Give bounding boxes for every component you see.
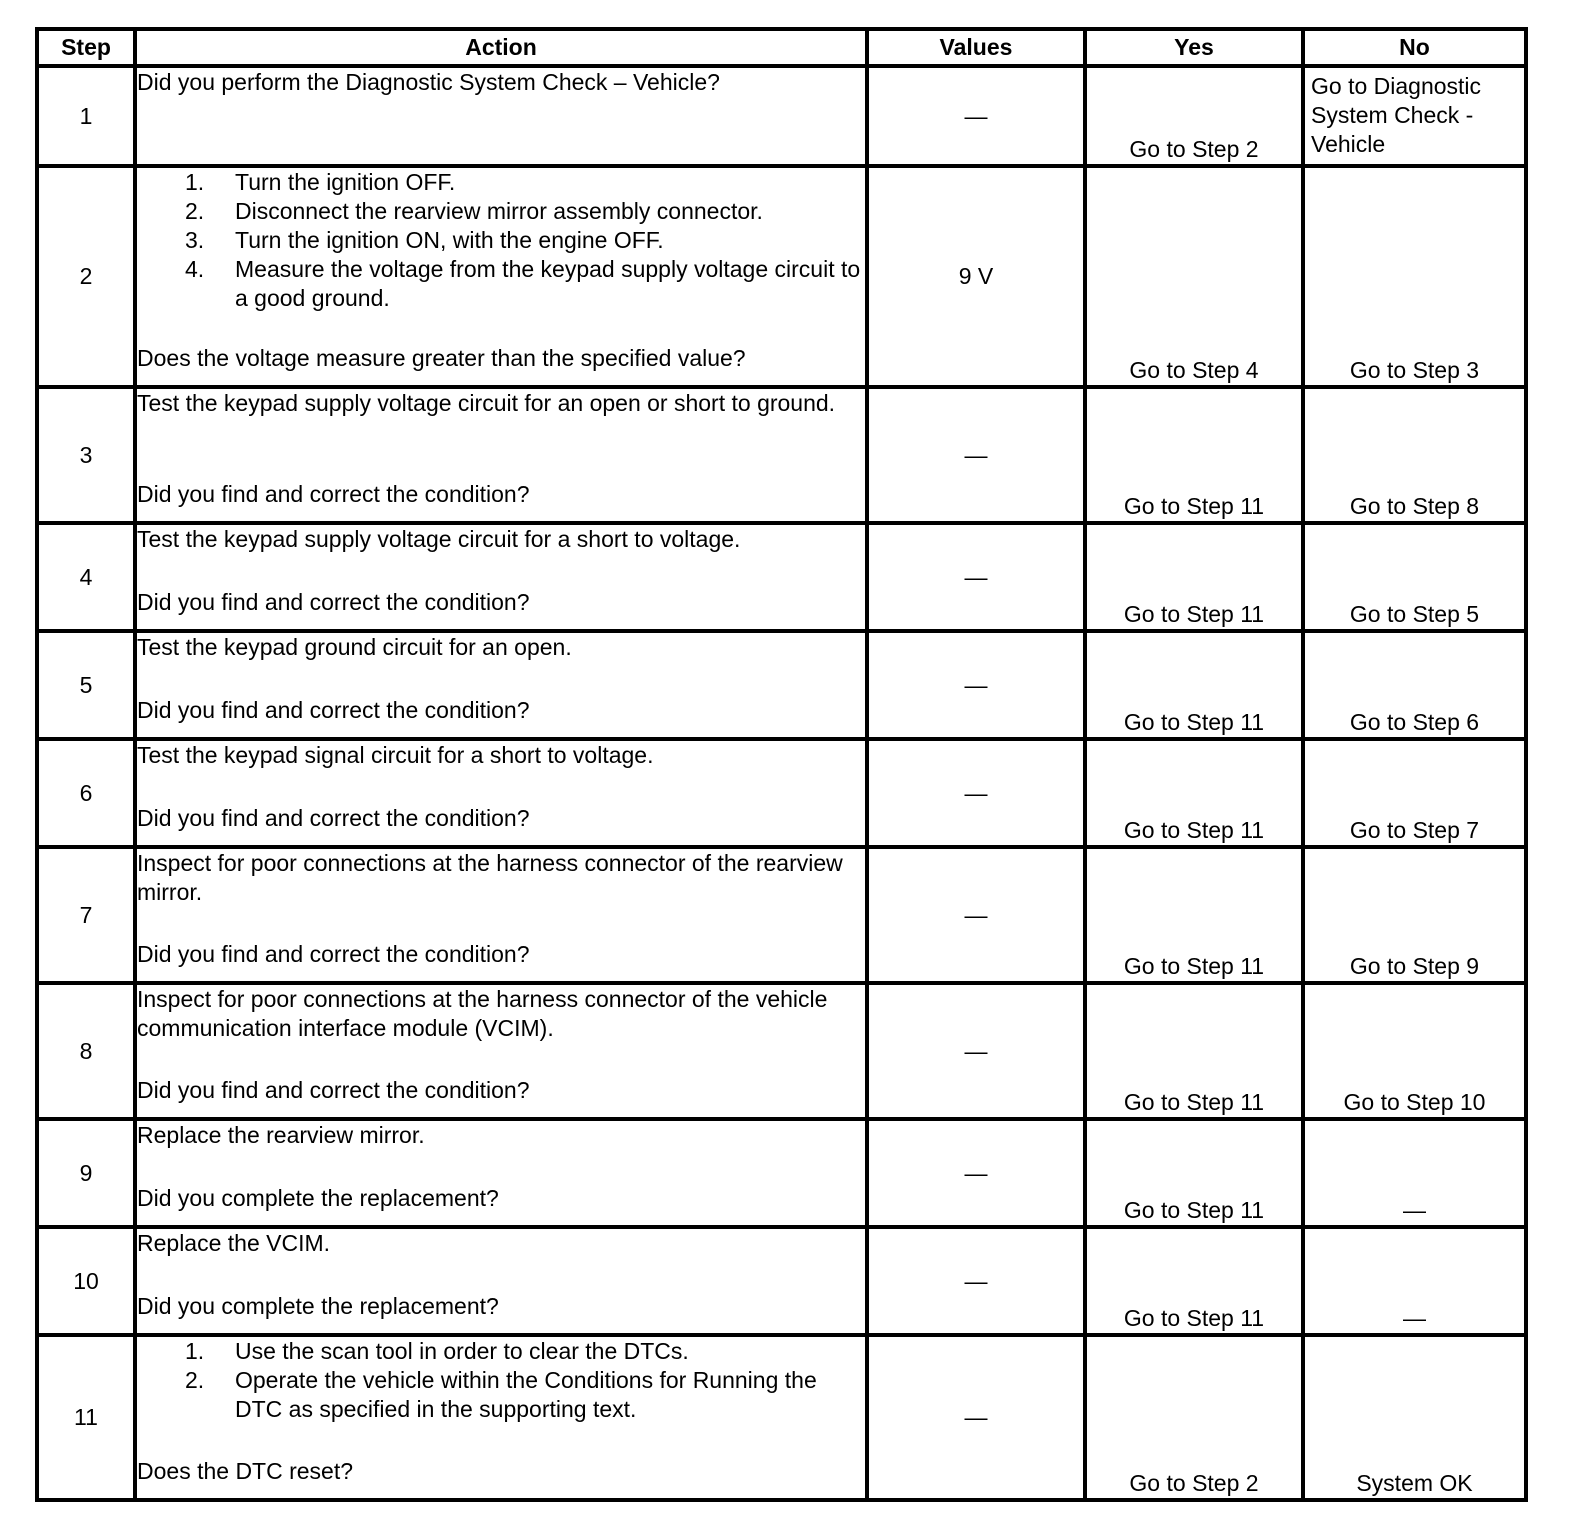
table-row <box>37 166 1526 387</box>
value-cell: 9 V <box>867 166 1085 387</box>
value-cell: — <box>867 387 1085 523</box>
step-number: 5 <box>37 631 135 739</box>
yes-cell: Go to Step 2 <box>1085 66 1303 166</box>
table-row <box>37 523 1526 631</box>
no-cell: Go to Step 8 <box>1303 387 1526 523</box>
action-cell <box>135 983 867 1119</box>
no-cell: Go to Step 3 <box>1303 166 1526 387</box>
action-question: Did you find and correct the condition? <box>137 941 530 967</box>
action-cell <box>135 523 867 631</box>
step-number: 3 <box>37 387 135 523</box>
action-question: Did you find and correct the condition? <box>137 805 530 831</box>
instruction-list <box>137 168 865 313</box>
step-number: 1 <box>37 66 135 166</box>
list-item: 1. Turn the ignition OFF. <box>185 169 456 195</box>
table-row <box>37 66 1526 166</box>
value-cell: — <box>867 983 1085 1119</box>
table-row <box>37 983 1526 1119</box>
diagnostic-table <box>35 27 1528 1502</box>
action-text: Test the keypad supply voltage circuit for a short to voltage. <box>137 526 741 552</box>
step-number: 6 <box>37 739 135 847</box>
action-question: Did you find and correct the condition? <box>137 1077 530 1103</box>
value-cell: — <box>867 1335 1085 1500</box>
no-cell: Go to Diagnostic System Check - Vehicle <box>1303 66 1526 166</box>
yes-cell: Go to Step 11 <box>1085 983 1303 1119</box>
list-item: 1. Use the scan tool in order to clear the DTCs. <box>185 1338 689 1364</box>
value-cell: — <box>867 66 1085 166</box>
step-number: 9 <box>37 1119 135 1227</box>
list-item: 4. Measure the voltage from the keypad supply voltage circuit to a good ground. <box>185 256 861 311</box>
table-row <box>37 1119 1526 1227</box>
no-cell: Go to Step 5 <box>1303 523 1526 631</box>
yes-cell: Go to Step 11 <box>1085 1119 1303 1227</box>
table-row <box>37 1335 1526 1500</box>
yes-cell: Go to Step 2 <box>1085 1335 1303 1500</box>
no-cell: Go to Step 6 <box>1303 631 1526 739</box>
step-number: 10 <box>37 1227 135 1335</box>
action-question: Does the voltage measure greater than the specified value? <box>137 345 746 371</box>
action-text: Test the keypad supply voltage circuit for an open or short to ground. <box>137 390 836 416</box>
yes-cell: Go to Step 11 <box>1085 739 1303 847</box>
no-cell: — <box>1303 1227 1526 1335</box>
header-action: Action <box>135 29 867 66</box>
instruction-list <box>137 1337 865 1424</box>
action-question: Did you complete the replacement? <box>137 1293 499 1319</box>
header-yes: Yes <box>1085 29 1303 66</box>
yes-cell: Go to Step 11 <box>1085 523 1303 631</box>
step-number: 8 <box>37 983 135 1119</box>
action-cell <box>135 739 867 847</box>
header-no: No <box>1303 29 1526 66</box>
action-cell <box>135 66 867 166</box>
action-cell <box>135 1227 867 1335</box>
value-cell: — <box>867 739 1085 847</box>
action-text: Replace the VCIM. <box>137 1230 331 1256</box>
action-question: Did you find and correct the condition? <box>137 481 530 507</box>
no-cell: Go to Step 9 <box>1303 847 1526 983</box>
header-row <box>37 29 1526 66</box>
no-cell: System OK <box>1303 1335 1526 1500</box>
value-cell: — <box>867 1119 1085 1227</box>
step-number: 7 <box>37 847 135 983</box>
step-number: 4 <box>37 523 135 631</box>
step-number: 2 <box>37 166 135 387</box>
action-text: Test the keypad ground circuit for an open. <box>137 634 572 660</box>
value-cell: — <box>867 1227 1085 1335</box>
action-question: Did you find and correct the condition? <box>137 697 530 723</box>
no-cell: Go to Step 10 <box>1303 983 1526 1119</box>
step-number: 11 <box>37 1335 135 1500</box>
value-cell: — <box>867 523 1085 631</box>
no-cell: Go to Step 7 <box>1303 739 1526 847</box>
action-question: Did you find and correct the condition? <box>137 589 530 615</box>
table-row <box>37 739 1526 847</box>
yes-cell: Go to Step 11 <box>1085 387 1303 523</box>
action-question: Did you complete the replacement? <box>137 1185 499 1211</box>
action-question: Does the DTC reset? <box>137 1458 354 1484</box>
yes-cell: Go to Step 11 <box>1085 1227 1303 1335</box>
no-cell: — <box>1303 1119 1526 1227</box>
action-cell <box>135 166 867 387</box>
action-cell <box>135 1335 867 1500</box>
table-row <box>37 847 1526 983</box>
list-item: 2. Disconnect the rearview mirror assembly connector. <box>185 198 763 224</box>
header-values: Values <box>867 29 1085 66</box>
action-text: Inspect for poor connections at the harness connector of the vehicle communication interface module (VCIM). <box>137 986 828 1041</box>
action-text: Did you perform the Diagnostic System Check – Vehicle? <box>137 69 720 95</box>
value-cell: — <box>867 631 1085 739</box>
table-row <box>37 631 1526 739</box>
table-row <box>37 1227 1526 1335</box>
value-cell: — <box>867 847 1085 983</box>
action-text: Inspect for poor connections at the harness connector of the rearview mirror. <box>137 850 843 905</box>
action-text: Replace the rearview mirror. <box>137 1122 425 1148</box>
action-cell <box>135 1119 867 1227</box>
action-cell <box>135 847 867 983</box>
list-item: 2. Operate the vehicle within the Conditions for Running the DTC as specified in the supporting text. <box>185 1367 817 1422</box>
action-cell <box>135 387 867 523</box>
action-cell <box>135 631 867 739</box>
yes-cell: Go to Step 11 <box>1085 631 1303 739</box>
action-text: Test the keypad signal circuit for a short to voltage. <box>137 742 654 768</box>
yes-cell: Go to Step 11 <box>1085 847 1303 983</box>
header-step: Step <box>37 29 135 66</box>
yes-cell: Go to Step 4 <box>1085 166 1303 387</box>
list-item: 3. Turn the ignition ON, with the engine OFF. <box>185 227 664 253</box>
table-row <box>37 387 1526 523</box>
